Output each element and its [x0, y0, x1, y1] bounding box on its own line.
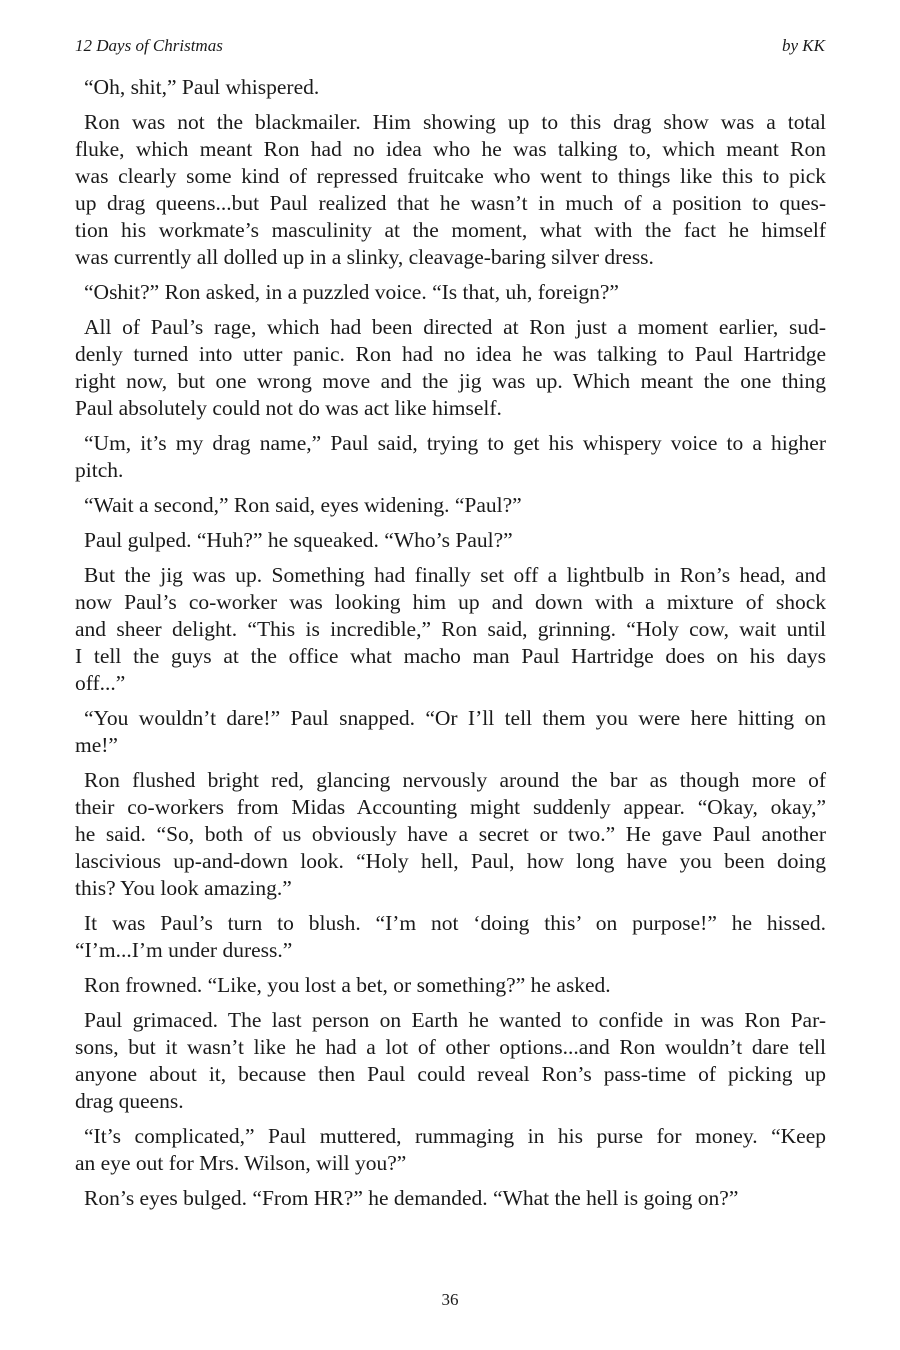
text-line: “Wait a second,” Ron said, eyes widening. “Paul?”: [84, 493, 522, 517]
text-line: this? You look amazing.”: [75, 876, 292, 900]
text-line: All of Paul’s rage, which had been directed at Ron just a moment earlier, sud-: [84, 315, 826, 339]
paragraph: [75, 562, 826, 697]
text-line: denly turned into utter panic. Ron had no idea he was talking to Paul Hartridge: [75, 342, 826, 366]
text-line: was currently all dolled up in a slinky, cleavage-baring silver dress.: [75, 245, 654, 269]
paragraph: [75, 430, 826, 484]
text-line: But the jig was up. Something had finally set off a lightbulb in Ron’s head, and: [84, 563, 826, 587]
text-line: Ron was not the blackmailer. Him showing up to this drag show was a total: [84, 110, 826, 134]
text-line: me!”: [75, 733, 118, 757]
text-line: Paul absolutely could not do was act like himself.: [75, 396, 502, 420]
text-line: “I’m...I’m under duress.”: [75, 938, 293, 962]
paragraph: [75, 1007, 826, 1115]
text-line: “Oh, shit,” Paul whispered.: [84, 75, 320, 99]
paragraph: [75, 492, 826, 519]
running-header-author: by KK: [782, 36, 825, 55]
text-line: off...”: [75, 671, 126, 695]
text-line: now Paul’s co-worker was looking him up and down with a mixture of shock: [75, 590, 826, 614]
text-line: “It’s complicated,” Paul muttered, rummaging in his purse for money. “Keep: [84, 1124, 826, 1148]
paragraph: [75, 109, 826, 271]
text-line: sons, but it wasn’t like he had a lot of other options...and Ron wouldn’t dare tell: [75, 1035, 826, 1059]
text-line: their co-workers from Midas Accounting might suddenly appear. “Okay, okay,”: [75, 795, 826, 819]
paragraph: [75, 767, 826, 902]
text-line: fluke, which meant Ron had no idea who he was talking to, which meant Ron: [75, 137, 826, 161]
text-line: drag queens.: [75, 1089, 184, 1113]
text-line: pitch.: [75, 458, 124, 482]
paragraph: [75, 527, 826, 554]
paragraph: [75, 74, 826, 101]
paragraph: [75, 1185, 826, 1212]
paragraph: [75, 972, 826, 999]
text-line: tion his workmate’s masculinity at the moment, what with the fact he himself: [75, 218, 826, 242]
text-line: Paul gulped. “Huh?” he squeaked. “Who’s Paul?”: [84, 528, 513, 552]
running-header-title: 12 Days of Christmas: [75, 36, 223, 55]
text-line: he said. “So, both of us obviously have a secret or two.” He gave Paul another: [75, 822, 826, 846]
paragraph: [75, 314, 826, 422]
text-line: Ron flushed bright red, glancing nervously around the bar as though more of: [84, 768, 826, 792]
text-line: an eye out for Mrs. Wilson, will you?”: [75, 1151, 407, 1175]
text-line: up drag queens...but Paul realized that he wasn’t in much of a position to ques-: [75, 191, 826, 215]
text-line: “Um, it’s my drag name,” Paul said, trying to get his whispery voice to a higher: [84, 431, 826, 455]
text-line: right now, but one wrong move and the jig was up. Which meant the one thing: [75, 369, 826, 393]
text-line: “You wouldn’t dare!” Paul snapped. “Or I’ll tell them you were here hitting on: [84, 706, 826, 730]
paragraph: [75, 1123, 826, 1177]
text-line: and sheer delight. “This is incredible,” Ron said, grinning. “Holy cow, wait until: [75, 617, 826, 641]
text-line: “Oshit?” Ron asked, in a puzzled voice. “Is that, uh, foreign?”: [84, 280, 619, 304]
text-line: was clearly some kind of repressed fruitcake who went to things like this to pick: [75, 164, 826, 188]
text-line: Ron frowned. “Like, you lost a bet, or something?” he asked.: [84, 973, 611, 997]
page-number: 36: [441, 1290, 459, 1309]
text-line: I tell the guys at the office what macho man Paul Hartridge does on his days: [75, 644, 826, 668]
text-line: Ron’s eyes bulged. “From HR?” he demanded. “What the hell is going on?”: [84, 1186, 739, 1210]
text-line: It was Paul’s turn to blush. “I’m not ‘doing this’ on purpose!” he hissed.: [84, 911, 826, 935]
paragraph: [75, 705, 826, 759]
text-line: anyone about it, because then Paul could reveal Ron’s pass-time of picking up: [75, 1062, 826, 1086]
paragraph: [75, 279, 826, 306]
text-line: Paul grimaced. The last person on Earth he wanted to confide in was Ron Par-: [84, 1008, 826, 1032]
text-line: lascivious up-and-down look. “Holy hell, Paul, how long have you been doing: [75, 849, 826, 873]
body-text: [75, 74, 826, 1220]
paragraph: [75, 910, 826, 964]
